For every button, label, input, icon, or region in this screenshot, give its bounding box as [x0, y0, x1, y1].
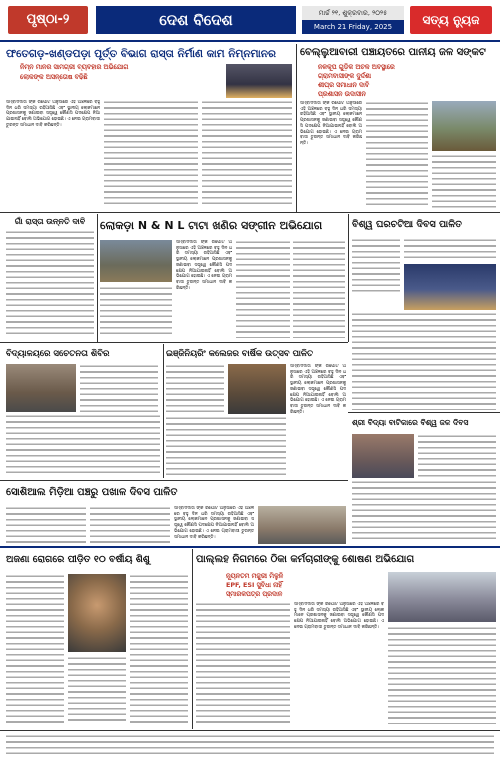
- story4-text-col4: [293, 240, 345, 338]
- story1-text-col2: [104, 100, 198, 208]
- masthead: [0, 0, 500, 42]
- story5-text-col2: [404, 238, 496, 262]
- story2-photo: [432, 101, 496, 151]
- story2-bullet: ପ୍ରଶାସନ ଉଦାସୀନ: [318, 90, 366, 98]
- page-number-badge: ପୃଷ୍ଠା-୨: [8, 6, 88, 34]
- story7-text-col2: [166, 416, 286, 476]
- story1-photo: [226, 64, 292, 98]
- story8-headline: ଶ୍ରୀ ବିଦ୍ୟା ବାଟିକାରେ ବିଶ୍ୱ ଜଳ ଦିବସ: [352, 418, 469, 427]
- story11-body: ସମ୍ବାଦଦାତା ଙ୍କ ରିପୋର୍ଟ ଅନୁସାରେ ଏହି ଅଞ୍ଚଳରେ ବହୁ ଦିନ ଧରି ସମସ୍ୟା ରହିଆସିଛି ଏବଂ ସ୍ଥାନୀୟ ଲୋକମାନେ ପ୍ରଶାସନକୁ ଜଣାଇବା ସତ୍ତ୍ୱେ କୌଣସି ପଦକ୍ଷେପ ନିଆଯାଇନାହିଁ ବୋଲି ଅଭିଯୋଗ ହୋଇଛି। ଏ ନେଇ ଗ୍ରାମବାସୀ ତୁରନ୍ତ ସମାଧାନ ଦାବି କରିଛନ୍ତି।: [294, 602, 384, 630]
- story10-text-col1: [6, 574, 64, 724]
- section-title: ଦେଶ ବିଦେଶ: [96, 6, 296, 34]
- story3-text: [6, 230, 94, 338]
- story8-text-full: [352, 480, 496, 542]
- story9-text-col1: [6, 506, 86, 544]
- story4-text-col1: [100, 286, 172, 338]
- story11-photo: [388, 572, 496, 622]
- story2-text-col2: [366, 101, 428, 208]
- story1-headline: ଫତେଗଡ଼-ଖଣ୍ଡପଡ଼ା ପୂର୍ତ୍ତ ବିଭାଗ ରାସ୍ତା ନିର୍ମାଣ କାମ ନିମ୍ନମାନର: [6, 48, 277, 60]
- story11-bullet: ନ୍ୟୂନତମ ମଜୁରୀ ମିଳୁନି: [226, 572, 284, 580]
- story4-photo: [100, 240, 172, 282]
- story6-headline: ବିଦ୍ୟାଳୟରେ ସଚେତନତା ଶିବିର: [6, 349, 110, 359]
- story11-bullet: ସ୍ମାରକପତ୍ର ପ୍ରଦାନ: [226, 590, 283, 598]
- story10-text-col2: [68, 656, 126, 724]
- story10-photo: [68, 574, 126, 652]
- story1-text-col3: [202, 100, 292, 208]
- story4-body: ସମ୍ବାଦଦାତା ଙ୍କ ରିପୋର୍ଟ ଅନୁସାରେ ଏହି ଅଞ୍ଚଳରେ ବହୁ ଦିନ ଧରି ସମସ୍ୟା ରହିଆସିଛି ଏବଂ ସ୍ଥାନୀୟ ଲୋକମାନେ ପ୍ରଶାସନକୁ ଜଣାଇବା ସତ୍ତ୍ୱେ କୌଣସି ପଦକ୍ଷେପ ନିଆଯାଇନାହିଁ ବୋଲି ଅଭିଯୋଗ ହୋଇଛି। ଏ ନେଇ ଗ୍ରାମବାସୀ ତୁରନ୍ତ ସମାଧାନ ଦାବି କରିଛନ୍ତି।: [176, 240, 232, 291]
- story2-bullet: ଶୀଘ୍ର ସମାଧାନ ଦାବି: [318, 81, 370, 89]
- story10-headline: ଅଜଣା ରୋଗରେ ପୀଡ଼ିତ ୧୦ ବର୍ଷୀୟ ଶିଶୁ: [6, 554, 150, 565]
- story5-headline: ବିଶ୍ୱ ଘରଚଟିଆ ଦିବସ ପାଳିତ: [352, 219, 462, 230]
- story2-headline: ବେଲ୍ଲୁଆବାରୀ ପଞ୍ଚାୟତରେ ପାନୀୟ ଜଳ ସଙ୍କଟ: [300, 47, 486, 58]
- story11-text-col3: [388, 626, 496, 724]
- story9-photo: [258, 506, 346, 544]
- story11-headline: ପାଲ୍ଲହ ନିଗମରେ ଠିକା କର୍ମଚାରୀଙ୍କୁ ଶୋଷଣ ଅଭିଯୋଗ: [196, 554, 415, 565]
- story3-headline: ଗାଁ ରାସ୍ତା ଉନ୍ନତି ଦାବି: [14, 217, 86, 226]
- story2-bullet: ଗ୍ରାମବାସୀଙ୍କ ଦୁର୍ଦ୍ଦଶା: [318, 72, 372, 80]
- story9-text-col2: [90, 506, 170, 544]
- story4-headline: ଲୋକଡ଼ା N & N L ଟାଟା ଖଣିର ସଙ୍ଗୀନ ଅଭିଯୋଗ: [100, 219, 323, 232]
- story7-text-col1: [166, 364, 224, 414]
- date-english: March 21 Friday, 2025: [302, 20, 404, 34]
- story10-text-col3: [130, 574, 188, 724]
- story8-photo: [352, 434, 414, 478]
- story2-body: ସମ୍ବାଦଦାତା ଙ୍କ ରିପୋର୍ଟ ଅନୁସାରେ ଏହି ଅଞ୍ଚଳରେ ବହୁ ଦିନ ଧରି ସମସ୍ୟା ରହିଆସିଛି ଏବଂ ସ୍ଥାନୀୟ ଲୋକମାନେ ପ୍ରଶାସନକୁ ଜଣାଇବା ସତ୍ତ୍ୱେ କୌଣସି ପଦକ୍ଷେପ ନିଆଯାଇନାହିଁ ବୋଲି ଅଭିଯୋଗ ହୋଇଛି। ଏ ନେଇ ଗ୍ରାମବାସୀ ତୁରନ୍ତ ସମାଧାନ ଦାବି କରିଛନ୍ତି।: [300, 101, 362, 146]
- brand-logo: ସତ୍ୟ ନ୍ୟୁଜ: [410, 6, 492, 34]
- story2-bullet: ନଳକୂପ ଗୁଡ଼ିକ ଅଚଳ ଅବସ୍ଥାରେ: [318, 63, 395, 71]
- footer-strip: [6, 734, 494, 754]
- story11-bullet: EPF, ESI ସୁବିଧା ନାହିଁ: [226, 581, 283, 589]
- story6-photo: [6, 364, 76, 412]
- date-odia: ମାର୍ଚ୍ଚ ୨୧, ଶୁକ୍ରବାର, ୨୦୨୫: [302, 6, 404, 20]
- story1-body: ସମ୍ବାଦଦାତା ଙ୍କ ରିପୋର୍ଟ ଅନୁସାରେ ଏହି ଅଞ୍ଚଳରେ ବହୁ ଦିନ ଧରି ସମସ୍ୟା ରହିଆସିଛି ଏବଂ ସ୍ଥାନୀୟ ଲୋକମାନେ ପ୍ରଶାସନକୁ ଜଣାଇବା ସତ୍ତ୍ୱେ କୌଣସି ପଦକ୍ଷେପ ନିଆଯାଇନାହିଁ ବୋଲି ଅଭିଯୋଗ ହୋଇଛି। ଏ ନେଇ ଗ୍ରାମବାସୀ ତୁରନ୍ତ ସମାଧାନ ଦାବି କରିଛନ୍ତି।: [6, 100, 100, 128]
- story8-text-col1: [418, 434, 496, 478]
- story5-text-col3: [352, 312, 496, 410]
- story7-photo: [228, 364, 286, 414]
- story9-body: ସମ୍ବାଦଦାତା ଙ୍କ ରିପୋର୍ଟ ଅନୁସାରେ ଏହି ଅଞ୍ଚଳରେ ବହୁ ଦିନ ଧରି ସମସ୍ୟା ରହିଆସିଛି ଏବଂ ସ୍ଥାନୀୟ ଲୋକମାନେ ପ୍ରଶାସନକୁ ଜଣାଇବା ସତ୍ତ୍ୱେ କୌଣସି ପଦକ୍ଷେପ ନିଆଯାଇନାହିଁ ବୋଲି ଅଭିଯୋଗ ହୋଇଛି। ଏ ନେଇ ଗ୍ରାମବାସୀ ତୁରନ୍ତ ସମାଧାନ ଦାବି କରିଛନ୍ତି।: [174, 506, 254, 540]
- story9-headline: ସୋଶିଆଲ ମିଡ଼ିଆ ପଞ୍ଚରୁ ପଖାଳ ଦିବସ ପାଳିତ: [6, 487, 178, 498]
- story1-bullet: ଲୋକଙ୍କ ଅସନ୍ତୋଷ ବଢିଛି: [20, 73, 88, 81]
- story5-text-col1: [352, 238, 400, 292]
- story6-text-col1: [80, 364, 158, 412]
- story4-text-col3: [236, 240, 290, 338]
- story5-photo: [404, 264, 496, 310]
- story11-text-col1: [196, 602, 290, 724]
- story7-body: ସମ୍ବାଦଦାତା ଙ୍କ ରିପୋର୍ଟ ଅନୁସାରେ ଏହି ଅଞ୍ଚଳରେ ବହୁ ଦିନ ଧରି ସମସ୍ୟା ରହିଆସିଛି ଏବଂ ସ୍ଥାନୀୟ ଲୋକମାନେ ପ୍ରଶାସନକୁ ଜଣାଇବା ସତ୍ତ୍ୱେ କୌଣସି ପଦକ୍ଷେପ ନିଆଯାଇନାହିଁ ବୋଲି ଅଭିଯୋଗ ହୋଇଛି। ଏ ନେଇ ଗ୍ରାମବାସୀ ତୁରନ୍ତ ସମାଧାନ ଦାବି କରିଛନ୍ତି।: [290, 364, 346, 415]
- story2-text-col3: [432, 154, 496, 208]
- story7-headline: ଇଞ୍ଜିନିୟରିଂ କଲେଜର ବାର୍ଷିକ ଉତ୍ସବ ପାଳିତ: [166, 349, 314, 359]
- story6-text-full: [6, 414, 160, 476]
- story1-bullet: ନିମ୍ନ ମାନର ସାମଗ୍ରୀ ବ୍ୟବହାର ଅଭିଯୋଗ: [20, 63, 129, 71]
